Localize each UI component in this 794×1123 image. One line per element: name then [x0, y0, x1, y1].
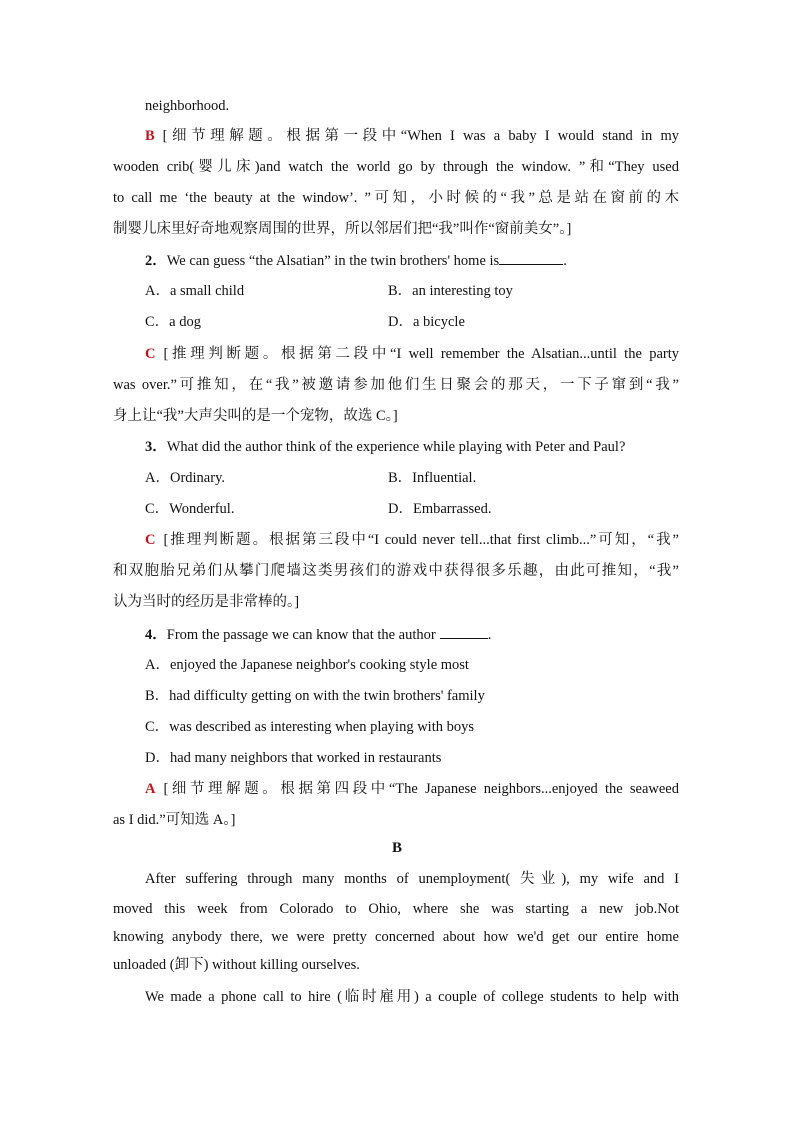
q3-explanation-line-3: 认为当时的经历是非常棒的。] [113, 594, 300, 610]
q4-option-b: B．had difficulty getting on with the twin brothers' family [145, 688, 485, 704]
q1-answer-line [145, 126, 679, 146]
q2-option-d: D．a bicycle [388, 314, 465, 330]
q2-explanation-line-2: was over.”可推知，在“我”被邀请参加他们生日聚会的那天，一下子窜到“我” [113, 377, 679, 393]
q3-option-a: A．Ordinary. [145, 470, 225, 486]
q4-explanation-line-1: [细节理解题。根据第四段中“The Japanese neighbors...enjoyed the seaweed [163, 781, 679, 797]
q3-explanation-line-2: 和双胞胎兄弟们从攀门爬墙这类男孩们的游戏中获得很多乐趣，由此可推知，“我” [113, 563, 679, 579]
q3-number: 3． [145, 439, 167, 455]
q3-explanation-line-1: [推理判断题。根据第三段中“I could never tell...that first climb...”可知，“我” [163, 532, 679, 548]
q4-option-c: C．was described as interesting when playing with boys [145, 719, 475, 735]
q3-stem [145, 437, 711, 457]
q2-stem-text: We can guess “the Alsatian” in the twin brothers' home is [166, 253, 500, 269]
passage-line: We made a phone call to hire (临时雇用) a couple of college students to help with [145, 989, 679, 1005]
previous-passage-tail: neighborhood. [145, 98, 230, 114]
passage-line: moved this week from Colorado to Ohio, where she was starting a new job.Not [113, 901, 679, 917]
q2-blank [499, 250, 563, 265]
q4-blank [440, 624, 488, 639]
q4-answer-letter: A [145, 781, 156, 797]
q2-explanation-line-1: [推理判断题。根据第二段中“I well remember the Alsatian...until the party [163, 346, 679, 362]
passage-line: After suffering through many months of unemployment( 失业), my wife and I [145, 871, 679, 887]
q2-option-a: A．a small child [145, 283, 245, 299]
q4-option-d: D．had many neighbors that worked in restaurants [145, 750, 442, 766]
q2-option-c: C．a dog [145, 314, 201, 330]
passage-line: unloaded (卸下) without killing ourselves. [113, 957, 360, 973]
q4-stem-text: From the passage we can know that the author [166, 627, 436, 643]
q1-explanation-line-4: 制婴儿床里好奇地观察周围的世界，所以邻居们把“我”叫作“窗前美女”。] [113, 221, 572, 237]
q4-stem-end: . [487, 627, 492, 643]
q1-explanation-line-1: [细节理解题。根据第一段中“When I was a baby I would stand in my [162, 128, 679, 144]
q4-explanation-line-2: as I did.”可知选 A。] [113, 812, 236, 828]
q2-answer-line [145, 344, 679, 364]
q3-stem-text: What did the author think of the experience while playing with Peter and Paul? [166, 439, 626, 455]
q3-option-d: D．Embarrassed. [388, 501, 492, 517]
q1-explanation-line-3: to call me ‘the beauty at the window’. ”可知，小时候的“我”总是站在窗前的木 [113, 190, 679, 206]
q2-stem [145, 250, 711, 271]
q3-option-c: C．Wonderful. [145, 501, 235, 517]
q2-stem-end: . [563, 253, 567, 269]
q2-answer-letter: C [145, 346, 156, 362]
q3-option-b: B．Influential. [388, 470, 477, 486]
q4-option-a: A．enjoyed the Japanese neighbor's cooking style most [145, 657, 469, 673]
q1-answer-letter: B [145, 128, 155, 144]
passage-line: knowing anybody there, we were pretty concerned about how we'd get our entire home [113, 929, 679, 945]
q4-stem [145, 624, 711, 645]
q2-explanation-line-3: 身上让“我”大声尖叫的是一个宠物，故选 C。] [113, 408, 398, 424]
q4-answer-line [145, 779, 679, 799]
section-heading: B [391, 840, 402, 856]
q2-number: 2． [145, 253, 167, 269]
q2-option-b: B．an interesting toy [388, 283, 513, 299]
q1-explanation-line-2: wooden crib(婴儿床)and watch the world go by through the window. ”和“They used [113, 159, 679, 175]
q3-answer-letter: C [145, 532, 156, 548]
q4-number: 4． [145, 627, 167, 643]
q3-answer-line [145, 530, 679, 550]
